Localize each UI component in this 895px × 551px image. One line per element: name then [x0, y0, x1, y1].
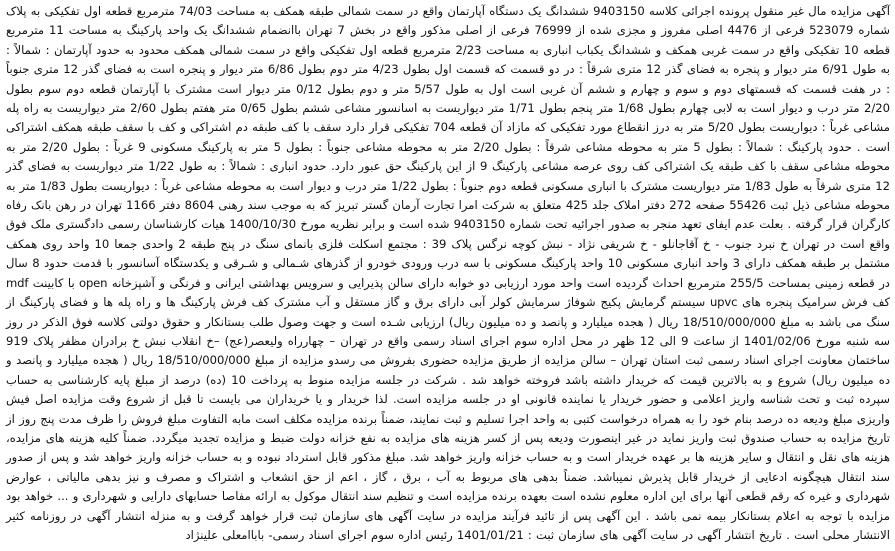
auction-notice-body: آگهی مزایده مال غیر منقول پرونده اجرائی کلاسه 9403150 ششدانگ یک دستگاه آپارتمان واقع در سمت شمالی طبقه همکف به مساحت 74/03 مترمربع قطعه اول تفکیکی به پلاک شماره 523079 فرعی از 4476 اصلی مفروز و مجزی شده از 76999 فرعی از اصلی مذکور واقع در بخش 7 تهران باانضمام ششدانگ یک واحد پارکینگ به مساحت 11 مترمربع قطعه 10 تفکیکی واقع در سمت غربی همکف و ششدانگ یکباب انباری به مساحت 2/23 مترمربع قطعه اول تفکیکی واقع در سمت شمالی همکف محدود به حدود آپارتمان : شمالاً : به طول 6/91 متر دیوار و پنجره به فضای گذر 12 متری شرقاً : در دو قسمت که قسمت اول بطول 4/23 متر دوم بطول 6/86 متر دیوار و پنجره است به فضای گذر 12 متری جنوباً : در هفت قسمت که قسمتهای دوم و سوم و چهارم و ششم آن غربی است اول به طول 5/57 متر و دوم بطول 0/12 متر دیوار است مشترک با آپارتمان قطعه دوم سوم بطول 2/20 متر درب و دیوار است به لابی چهارم بطول 1/68 متر پنجم بطول 1/71 متر دیواریست به اسانسور مشاعی ششم بطول 0/65 متر هفتم بطول 2/60 متر دیواریست به راه پله مشاعی غرباً : دیواریست بطول 5/20 متر به درز انقطاع مورد تفکیکی که مازاد آن قطعه 704 تفکیکی قرار دارد سقف با کف طبقه دم اشتراکی و کف با سقف طبقه همکف اشتراکی است . حدود پارکینگ : شمالاً : بطول 5 متر به محوطه مشاعی شرقاً : بطول 2/20 متر به محوطه مشاعی جنوباً : بطول 5 متر به پارکینگ مسکونی 9 غرباً : بطول 2/20 متر به محوطه مشاعی سقف با کف طبقه یک اشتراکی کف روی عرصه مشاعی پارکینگ 9 از این پارکینگ حق عبور دارد. حدود انباری : شمالاً : به طول 1/22 متر دیواریست به فضای گذر 12 متری شرقاً به طول 1/83 متر دیواریست مشترک با انباری مسکونی قطعه دوم جنوباً : بطول 1/22 متر درب و دیوار است به محوطه مشاعی غرباً : دیواریست بطول 1/83 متر به محوطه مشاعی ذیل ثبت 55426 صفحه 272 دفتر املاک جلد 425 متعلق به شرکت امرا تجارت آرمان گستر تبریز که به موجب سند رهنی 8604 دفتر 1166 تهران در رهن بانک رفاه کارگران قرار گرفته . بعلت عدم ایفای تعهد منجر به صدور اجرائیه تحت شماره 9403150 شده است و برابر نظریه مورخ 1400/10/30 هیات کارشناسان رسمی دادگستری ملک فوق واقع است در تهران خ نبرد جنوب - خ آقاجانلو - خ شریفی نژاد - نبش کوچه نرگس پلاک 39 : مجتمع اسکلت فلزی بانمای سنگ در پنج طبقه 2 واحدی جمعا 10 واحد روی همکف مشتمل بر طبقه همکف دارای 3 واحد انباری مسکونی 10 واحد پارکینگ مسکونی با سه درب ورودی خودرو از گذرهای شـمالی و شـرقی و یکدستگاه آسانسور با قدمت حدود 8 سال در قطعه زمینی بمساحت 255/5 مترمربع احداث گردیده است واحد مورد ارزیابی دو خوابه دارای سالن پذیرایی و سرویس بهداشتی ایرانی و فرنگی و آشپزخانه open با کابینت mdf کف فرش سرامیک پنجره های upvc سیستم گرمایش پکیج شوفاژ سرمایش کولر آبی دارای برق و گاز مستقل و آب مشترک کف فرش پارکینگ ها و راه پله ها و فضای پارکینگ از سنگ می باشد به مبلغ 18/510/000/000 ریال ( هجده میلیارد و پانصد و ده میلیون ریال) ارزیابی شـده است و جهت وصول طلب بستانکار و حقوق دولتی کلاسه فوق الذکر در روز سه شنبه مورخ 1401/02/06 از ساعت 9 الی 12 ظهر در محل اداره سوم اجرای اسناد رسمی واقع در تهران – چهارراه ولیعصر(عج) –خ انقلاب نبش خ برادران مظفر پلاک 919 ساختمان معاونت اجرای اسناد رسمی ثبت استان تهران – سالن مزایده از طریق مزایده حضوری بفروش می رسدو مزایده از مبلغ 18/510/000/000 ریال ( هجده میلیارد و پانصد و ده میلیون ریال) شروع و به بالاترین قیمت که خریدار داشته باشد فروخته خواهد شد . شرکت در جلسه مزایده منوط به پرداخت 10 (ده) درصد از مبلغ پایه کارشناسی به حساب سپرده ثبت و تحت شناسه واریز اعلامی و حضور خریدار یا نماینده قانونی او در جلسه مزایده است. لذا خریدار و یا خریداران می بایست تا قبل از شروع وقت مزایده اصل فیش واریزی مبلغ ودیعه ده درصد بنام خود را به همراه درخواست کتبی به واحد اجرا تسلیم و ثبت نمایند، ضمناً برنده مزایده مکلف است مابه التفاوت مبلغ فروش را ظرف مدت پنج روز از تاریخ مزایده به حساب صندوق ثبت واریز نماید در غیر اینصورت ودیعه پس از کسر هزینه های مزایده به نفع خزانه دولت ضبط و مزایده تجدید میگردد. ضمناً کلیه هزینه های مزایده، هزینه های نقل و انتقال و سایر هزینه ها بر عهده خریدار است و به حساب خزانه واریز خواهد شد. مبلغ مذکور قابل استرداد نبوده و به حساب خزانه واریز خواهد شد و پس از صدور سند انتقال هیچگونه ادعایی از خریدار قابل پذیرش نمیباشد. ضمناً بدهی های مربوط به آب ، برق ، گاز ، اعم از حق انشعاب و اشتراک و مصرف و نیز بدهی مالیاتی ، عوارض شهرداری و غیره که رقم قطعی آنها برای این اداره معلوم نشده است بعهده برنده مزایده است و تنظیم سند انتقال موکول به ارائه مفاصا حسابهای دارایی و شهرداری و ... خواهد بود مزایده با توجه به اعلام بستانکار بیمه نمی باشد . این آگهی پس از تائید فرآیند مزایده در سایت آگهی های سازمان ثبت قرار خواهد گرفت و به منزله انتشار آگهی در روزنامه کثیر الانتشار محلی است . تاریخ انتشار آگهی در سایت آگهی های سازمان ثبت : 1401/01/21 رئیس اداره سوم اجرای اسناد رسمی- باباامعلی علینژاد: [6, 4, 891, 542]
